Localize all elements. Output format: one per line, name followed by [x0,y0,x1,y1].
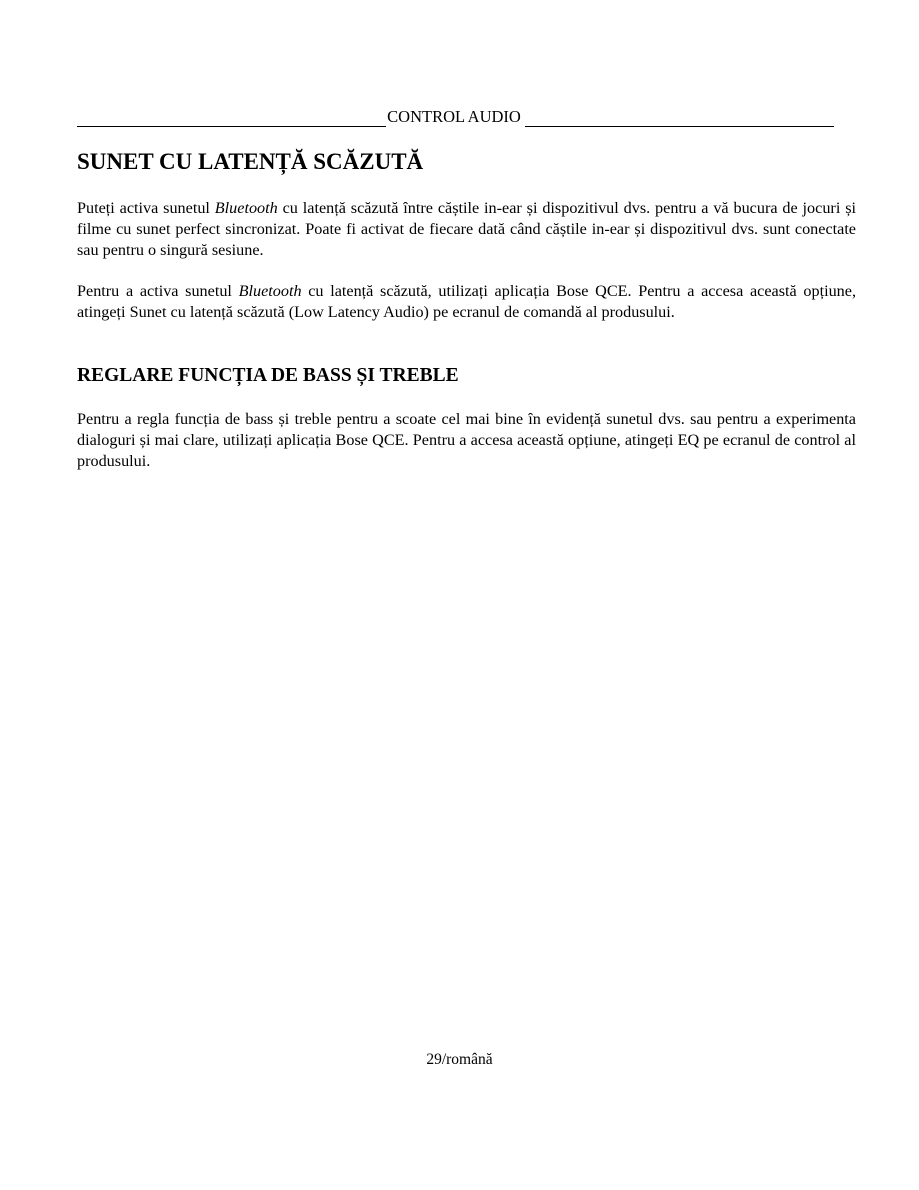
page-number: 29/română [426,1051,493,1068]
running-header [77,107,834,127]
bluetooth-term: Bluetooth [238,282,302,300]
header-rule-left [77,111,386,127]
section-heading-low-latency: SUNET CU LATENȚĂ SCĂZUTĂ [77,149,424,174]
paragraph-text: Puteți activa sunetul [77,199,215,217]
header-title: CONTROL AUDIO [387,107,521,126]
paragraph-text: cu latență scăzută, utilizați aplicația Bose QCE. Pentru a accesa această opțiune, atingeți Sunet cu latență scăzută (Low Latency Audio) pe ecranul de comandă al produsului. [77,282,856,321]
paragraph-bass-treble: Pentru a regla funcția de bass și treble pentru a scoate cel mai bine în evidență sunetul dvs. sau pentru a experimenta dialoguri și mai clare, utilizați aplicația Bose QCE. Pentru a accesa această opțiune, atingeți EQ pe ecranul de control al produsului. [77,410,856,470]
paragraph-text: cu latență scăzută între căștile in-ear și dispozitivul dvs. pentru a vă bucura de jocuri și filme cu sunet perfect sincronizat. Poate fi activat de fiecare dată când căștile in-ear și dispozitivul dvs. sunt conectate sau pentru o singură sesiune. [77,199,856,259]
paragraph-low-latency-intro [77,198,856,261]
header-rule-right [525,111,834,127]
paragraph-low-latency-howto [77,281,856,323]
bluetooth-term: Bluetooth [214,199,278,217]
section-heading-bass-treble: REGLARE FUNCȚIA DE BASS ȘI TREBLE [77,365,459,386]
paragraph-text: Pentru a activa sunetul [77,282,239,300]
